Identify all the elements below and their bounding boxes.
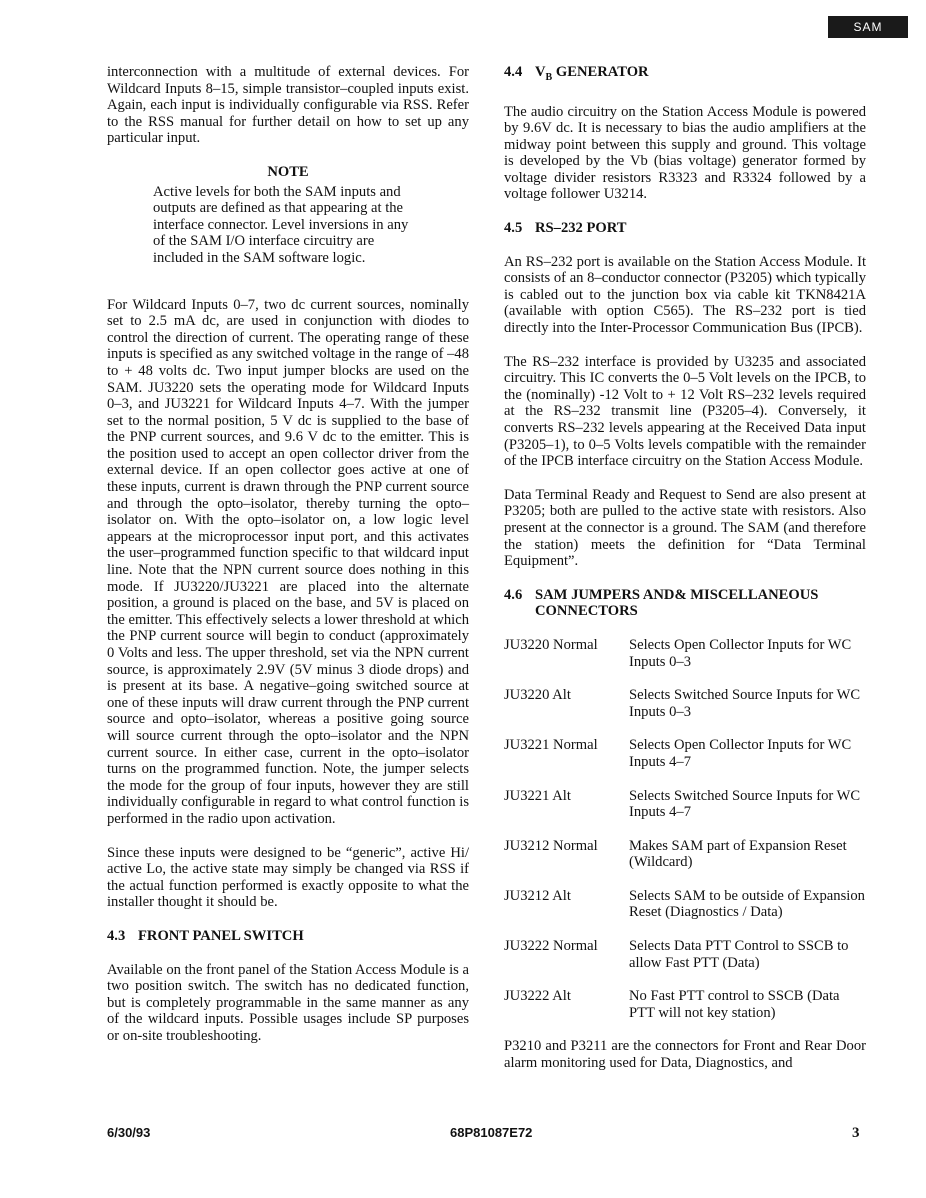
right-column	[504, 64, 866, 1089]
section-heading-4-3: 4.3 FRONT PANEL SWITCH	[107, 927, 304, 944]
paragraph: Available on the front panel of the Station Access Module is a two position switch. The switch has no dedicated function, but is completely programmable in the same manner as any of the wildcard inputs. Possible usages include SP purposes or on-site troubleshooting.	[107, 961, 469, 1044]
paragraph: The RS–232 interface is provided by U3235 and associated circuitry. This IC converts the 0–5 Volt levels on the IPCB, to the (nominally) -12 Volt to + 12 Volt RS–232 levels required at the RS–232 transmit line (P3205–4). Conversely, it converts RS–232 levels appearing at the Received Data input (P3205–1), to 0–5 Volts levels compatible with the remainder of the IPCB interface circuitry on the Station Access Module.	[504, 353, 866, 470]
jumper-row: JU3221 Normal Selects Open Collector Inputs for WC Inputs 4–7	[504, 737, 852, 770]
paragraph: Since these inputs were designed to be “generic”, active Hi/ active Lo, the active state may simply be changed via RSS if the actual function performed is exactly opposite to what the installer thought it should be.	[107, 844, 469, 911]
jumper-row: JU3222 Alt No Fast PTT control to SSCB (Data PTT will not key station)	[504, 988, 840, 1021]
jumper-row: JU3212 Normal Makes SAM part of Expansion Reset (Wildcard)	[504, 837, 847, 871]
page-number: 3	[852, 1125, 860, 1141]
note-body: Active levels for both the SAM inputs and outputs are defined as that appearing at the interface connector. Level inversions in any of the SAM I/O interface circuitry are included in the SAM software logic.	[153, 183, 409, 266]
section-heading-4-6: 4.6 SAM JUMPERS AND& MISCELLANEOUS CONNECTORS	[504, 586, 819, 620]
paragraph: interconnection with a multitude of external devices. For Wildcard Inputs 8–15, simple transistor–coupled inputs exist. Again, each input is individually configurable via RSS. Refer to the RSS manual for further detail on how to set up any particular input.	[107, 64, 469, 147]
note-title: NOTE	[267, 163, 309, 180]
paragraph: Data Terminal Ready and Request to Send are also present at P3205; both are pulled to the active state with resistors. Also present at the connector is a ground. The SAM (and therefore the station) meets the definition for “Data Terminal Equipment”.	[504, 486, 866, 570]
footer-date: 6/30/93	[107, 1125, 151, 1140]
jumper-row: JU3222 Normal Selects Data PTT Control to SSCB to allow Fast PTT (Data)	[504, 938, 849, 971]
section-heading-4-4: 4.4 $V_B$ GENERATOR	[504, 64, 649, 83]
jumper-row: JU3220 Alt Selects Switched Source Inputs for WC Inputs 0–3	[504, 687, 861, 720]
paragraph: An RS–232 port is available on the Station Access Module. It consists of an 8–conductor connector (P3205) which typically is cabled out to the junction box via cable kit TKN8421A (available with option C565). The RS–232 port is tied directly into the Inter-Processor Communication Bus (IPCB).	[504, 253, 866, 337]
jumper-row: JU3221 Alt Selects Switched Source Inputs for WC Inputs 4–7	[504, 787, 861, 821]
footer-doc-number: 68P81087E72	[450, 1125, 533, 1140]
left-column	[107, 64, 469, 1061]
paragraph: P3210 and P3211 are the connectors for Front and Rear Door alarm monitoring used for Data, Diagnostics, and	[504, 1038, 866, 1072]
jumper-list	[504, 637, 866, 1022]
jumper-row: JU3212 Alt Selects SAM to be outside of Expansion Reset (Diagnostics / Data)	[504, 887, 865, 921]
paragraph: For Wildcard Inputs 0–7, two dc current sources, nominally set to 2.5 mA dc, are used in conjunction with diodes to control the direction of current. The operating range of these inputs is specified as any switched voltage in the range of –48 to + 48 volts dc. Two input jumper blocks are used on the SAM. JU3220 sets the operating mode for Wildcard Inputs 0–3, and JU3221 for Wildcard Inputs 4–7. With the jumper set to the normal position, 5 V dc is supplied to the base of the PNP current sources, and 9.6 V dc to the emitter. This is the position used to accept an open collector driver from the external device. If an open collector goes active at one of these inputs, current is drawn through the PNP current source and through the opto–isolator, thereby turning the opto–isolator on. With the opto–isolator on, a low logic level appears at the microprocessor input port, and this activates the user–programmed function specific to that wildcard input line. Note that the NPN current source does nothing in this mode. If JU3220/JU3221 are placed into the alternate position, a ground is placed on the base, and 5V is placed on the emitter. This effectively selects a lower threshold at which the PNP current source will begin to conduct (approximately 0 Volts and less. The upper threshold, set via the NPN current source, is approximately 2.9V (5V minus 3 diode drops) and is present at its base. A negative–going switched source at one of these inputs will draw current through the PNP current source and opto–isolator, whereas a positive going source will source current through the opto–isolator and the NPN current source. In either case, current in the opto–isolator turns on the programmed function. Note, the jumper selects the mode for the group of four inputs, however they are still individually configurable in regard to what control function is performed in the radio upon activation.	[107, 296, 469, 827]
section-heading-4-5: 4.5 RS–232 PORT	[504, 220, 627, 237]
jumper-row: JU3220 Normal Selects Open Collector Inputs for WC Inputs 0–3	[504, 636, 852, 670]
paragraph: The audio circuitry on the Station Access Module is powered by 9.6V dc. It is necessary to bias the audio amplifiers at the midway point between this supply and ground. This voltage is developed by the Vb (bias voltage) generator formed by voltage divider resistors R3323 and R3324 followed by a voltage follower U3214.	[504, 103, 866, 203]
section-tab: SAM	[828, 16, 908, 38]
